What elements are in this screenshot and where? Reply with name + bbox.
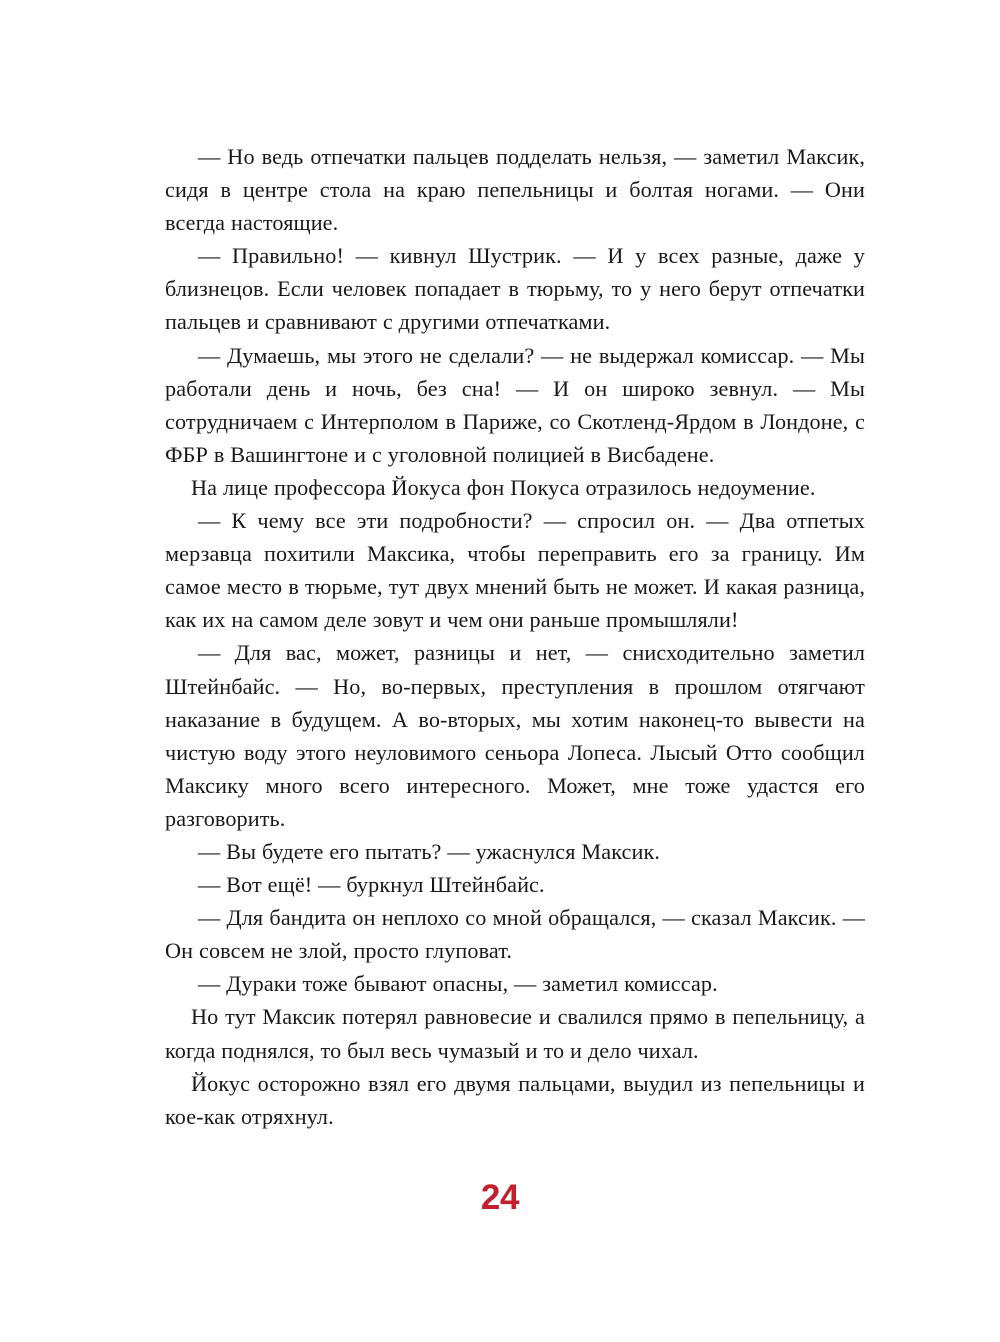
- paragraph: — Вы будете его пытать? — ужаснулся Максик.: [198, 838, 661, 864]
- paragraph: — Для вас, может, разницы и нет, — снисходительно заметил Штейнбайс. — Но, во-первых, преступления в прошлом отягчают наказание в будущем. А во-вторых, мы хотим наконец-то вывести на чистую воду этого неуловимого сеньора Лопеса. Лысый Отто сообщил Максику много всего интересного. Может, мне тоже удастся его разговорить.: [165, 640, 865, 831]
- paragraph: — Правильно! — кивнул Шустрик. — И у всех разные, даже у близнецов. Если человек попадает в тюрьму, то у него берут отпечатки пальцев и сравнивают с другими отпечатками.: [165, 243, 865, 335]
- page-text-block: [165, 140, 865, 1133]
- paragraph: Но тут Максик потерял равновесие и свалился прямо в пепельницу, а когда поднялся, то был весь чумазый и то и дело чихал.: [165, 1004, 865, 1063]
- paragraph: На лице профессора Йокуса фон Покуса отразилось недоумение.: [191, 474, 816, 500]
- paragraph: — Для бандита он неплохо со мной обращался, — сказал Максик. — Он совсем не злой, просто глуповат.: [165, 905, 865, 964]
- paragraph: — Но ведь отпечатки пальцев подделать нельзя, — заметил Максик, сидя в центре стола на краю пепельницы и болтая ногами. — Они всегда настоящие.: [165, 144, 865, 236]
- page-number: 24: [480, 1178, 520, 1217]
- paragraph: — Вот ещё! — буркнул Штейнбайс.: [198, 872, 545, 898]
- paragraph: — К чему все эти подробности? — спросил он. — Два отпетых мерзавца похитили Максика, чтобы переправить его за границу. Им самое место в тюрьме, тут двух мнений быть не может. И какая разница, как их на самом деле зовут и чем они раньше промышляли!: [165, 508, 865, 633]
- paragraph: Йокус осторожно взял его двумя пальцами, выудил из пепельницы и кое-как отряхнул.: [165, 1070, 865, 1129]
- paragraph: — Думаешь, мы этого не сделали? — не выдержал комиссар. — Мы работали день и ночь, без сна! — И он широко зевнул. — Мы сотрудничаем с Интерполом в Париже, со Скотленд-Ярдом в Лондоне, с ФБР в Вашингтоне и с уголовной полицией в Висбадене.: [165, 342, 865, 467]
- paragraph: — Дураки тоже бывают опасны, — заметил комиссар.: [198, 971, 718, 997]
